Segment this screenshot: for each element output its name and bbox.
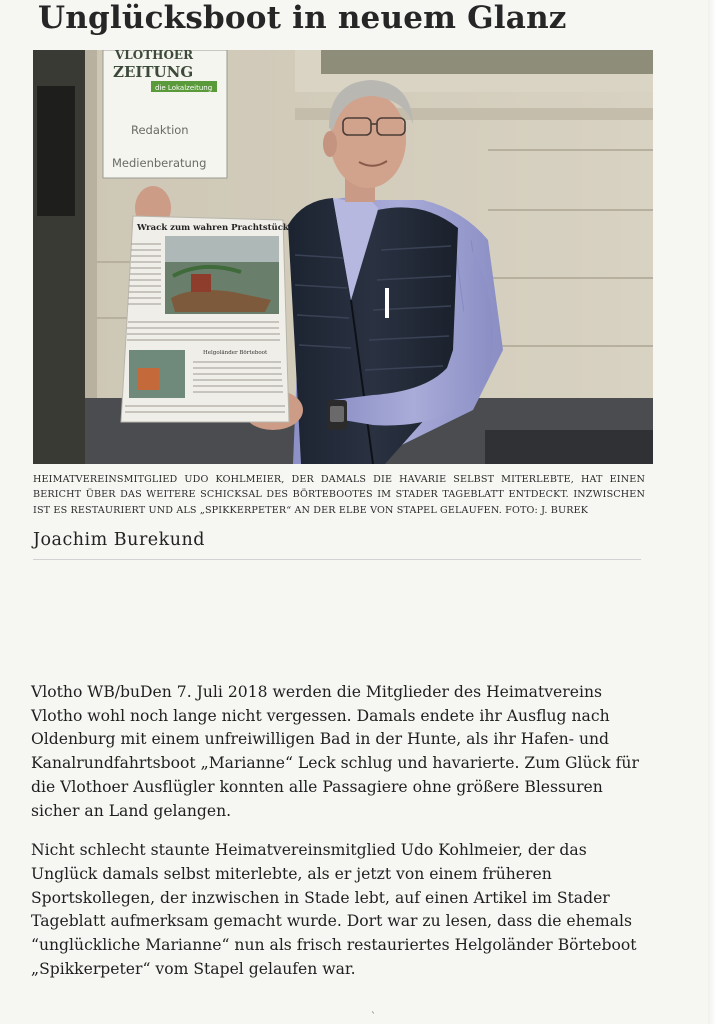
scan-speck: ˋ (371, 1012, 376, 1023)
newspaper-sign (103, 50, 227, 178)
clipping-headline: Wrack zum wahren Prachtstück (137, 223, 289, 233)
article-paragraph: Vlotho WB/buDen 7. Juli 2018 werden die Mitglieder des Heimatvereins Vlotho wohl noch lange nicht vergessen. Damals endete ihr Ausflug nach Oldenburg mit einem unfreiwilligen Bad in der Hunte, als ihr Hafen- und Kanalrundfahrtsboot „Marianne“ Leck schlug und havarierte. Zum Glück für die Vlothoer Ausflügler konnten alle Passagiere ohne größere Blessuren sicher an Land gelangen. (31, 683, 639, 820)
author-byline: Joachim Burekund (33, 530, 206, 550)
sign-tagline: die Lokalzeitung (155, 84, 213, 92)
article-body (31, 681, 645, 997)
photo-caption: HEIMATVEREINSMITGLIED UDO KOHLMEIER, DER DAMALS DIE HAVARIE SELBST MITERLEBTE, HAT EINEN BERICHT ÜBER DAS WEITERE SCHICKSAL DES BÖRTEBOOTES IM STADER TAGEBLATT ENTDECKT. INZWISCHEN IST ES RESTAURIERT UND ALS „SPIKKERPETER“ AN DER ELBE VON STAPEL GELAUFEN. FOTO: J. BUREK (33, 474, 645, 516)
article-paragraph: Nicht schlecht staunte Heimatvereinsmitglied Udo Kohlmeier, der das Unglück damals selbst miterlebte, als er jetzt von einem früheren Sportskollegen, der inzwischen in Stade lebt, auf einen Artikel im Stader Tageblatt aufmerksam gemacht wurde. Dort war zu lesen, dass die ehemals “unglückliche Marianne“ nun als frisch restauriertes Helgoländer Börteboot „Spikkerpeter“ vom Stapel gelaufen war. (31, 841, 637, 978)
newspaper-clipping (121, 216, 290, 422)
article-photo (33, 50, 653, 464)
sign-dept-2: Medienberatung (112, 156, 207, 170)
clipping-subhead: Helgoländer Börteboot (203, 350, 268, 356)
byline-divider (33, 559, 641, 560)
sign-line-2: ZEITUNG (113, 63, 194, 81)
sign-line-1: VLOTHOER (115, 50, 194, 62)
page-edge (708, 0, 716, 1024)
headline: Unglücksboot in neuem Glanz (38, 0, 567, 36)
sign-dept-1: Redaktion (131, 123, 189, 137)
